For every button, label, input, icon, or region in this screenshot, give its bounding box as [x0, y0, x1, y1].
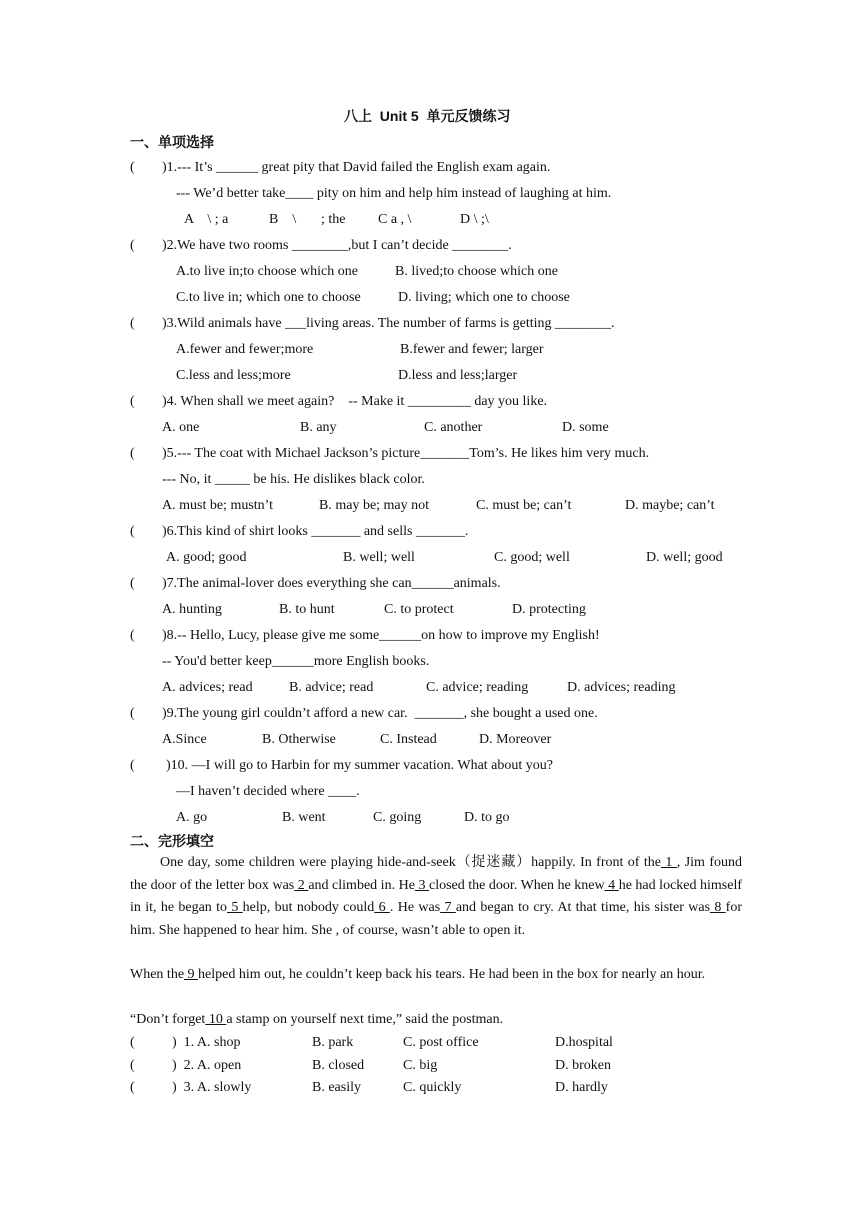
- question-1-stem: )1.--- It’s ______ great pity that David failed the English exam again.: [162, 160, 551, 175]
- question-5-option-c: C. must be; can’t: [476, 498, 572, 513]
- passage-text: One day, some children were playing hide-and-seek（捉迷藏）happily. In front of the: [160, 855, 661, 870]
- question-6-option-a: A. good; good: [166, 550, 247, 565]
- passage-text: , Jim found the door of the letter box was: [130, 855, 742, 893]
- cloze-2-option-c: C. big: [403, 1058, 438, 1073]
- passage-text: helped him out, he couldn’t keep back his tears. He had been in the box for nearly an hour.: [198, 967, 706, 982]
- blank-8: 8: [710, 900, 726, 915]
- answer-bracket: (: [130, 446, 135, 461]
- question-1-option-a: A \ ; a: [184, 212, 229, 227]
- question-1-reply: --- We’d better take____ pity on him and help him instead of laughing at him.: [176, 186, 612, 201]
- question-9-stem: )9.The young girl couldn’t afford a new car. _______, she bought a used one.: [162, 706, 598, 721]
- question-1-option-b-cont: ; the: [321, 212, 346, 227]
- question-2-option-d: D. living; which one to choose: [398, 290, 570, 305]
- cloze-1-option-a: ) 1. A. shop: [172, 1035, 241, 1050]
- question-9-option-b: B. Otherwise: [262, 732, 336, 747]
- cloze-1-option-d: D.hospital: [555, 1035, 613, 1050]
- question-8-option-a: A. advices; read: [162, 680, 253, 695]
- passage-text: a stamp on yourself next time,” said the postman.: [226, 1012, 504, 1027]
- question-6-stem: )6.This kind of shirt looks _______ and sells _______.: [162, 524, 469, 539]
- question-7-option-c: C. to protect: [384, 602, 454, 617]
- blank-1: 1: [660, 855, 677, 870]
- cloze-2-option-d: D. broken: [555, 1058, 611, 1073]
- passage-text: help, but nobody could: [242, 900, 375, 915]
- question-5-stem: )5.--- The coat with Michael Jackson’s picture_______Tom’s. He likes him very much.: [162, 446, 650, 461]
- question-5-option-d: D. maybe; can’t: [625, 498, 715, 513]
- answer-bracket: (: [130, 1058, 135, 1073]
- question-8-option-b: B. advice; read: [289, 680, 374, 695]
- question-8-stem: )8.-- Hello, Lucy, please give me some______on how to improve my English!: [162, 628, 600, 643]
- question-3-option-b: B.fewer and fewer; larger: [400, 342, 544, 357]
- cloze-2-option-a: ) 2. A. open: [172, 1058, 242, 1073]
- question-2-stem: )2.We have two rooms ________,but I can’t decide ________.: [162, 238, 512, 253]
- question-4-option-d: D. some: [562, 420, 609, 435]
- blank-10: 10: [205, 1012, 227, 1027]
- question-1-option-c: C a , \: [378, 212, 412, 227]
- question-4-stem: )4. When shall we meet again? -- Make it _________ day you like.: [162, 394, 548, 409]
- question-2-option-c: C.to live in; which one to choose: [176, 290, 361, 305]
- question-4-option-c: C. another: [424, 420, 483, 435]
- blank-4: 4: [604, 877, 619, 893]
- passage-text: . He was: [389, 900, 441, 915]
- cloze-3-option-b: B. easily: [312, 1080, 361, 1095]
- section-heading-multiple-choice: 一、单项选择: [130, 134, 214, 150]
- question-2-option-b: B. lived;to choose which one: [395, 264, 558, 279]
- question-6-option-d: D. well; good: [646, 550, 723, 565]
- question-10-option-c: C. going: [373, 810, 422, 825]
- answer-bracket: (: [130, 316, 135, 331]
- question-7-option-b: B. to hunt: [279, 602, 335, 617]
- blank-2: 2: [294, 877, 309, 893]
- question-10-stem: )10. —I will go to Harbin for my summer vacation. What about you?: [166, 758, 553, 773]
- question-10-option-a: A. go: [176, 810, 208, 825]
- answer-bracket: (: [130, 706, 135, 721]
- section-heading-cloze: 二、完形填空: [130, 833, 214, 849]
- passage-text: he had locked himself in it, he began to: [130, 877, 743, 915]
- passage-text: When the: [130, 967, 185, 982]
- question-2-option-a: A.to live in;to choose which one: [176, 264, 358, 279]
- question-9-option-a: A.Since: [162, 732, 207, 747]
- cloze-3-option-c: C. quickly: [403, 1080, 462, 1095]
- question-6-option-c: C. good; well: [494, 550, 570, 565]
- question-3-option-a: A.fewer and fewer;more: [176, 342, 314, 357]
- question-8-option-c: C. advice; reading: [426, 680, 529, 695]
- passage-text: and began to cry. At that time, his sister was: [455, 900, 711, 915]
- cloze-2-option-b: B. closed: [312, 1058, 365, 1073]
- answer-bracket: (: [130, 394, 135, 409]
- question-8-reply: -- You'd better keep______more English books.: [162, 654, 430, 669]
- question-1-option-d: D \ ;\: [460, 212, 489, 227]
- question-3-option-c: C.less and less;more: [176, 368, 291, 383]
- question-3-stem: )3.Wild animals have ___living areas. The number of farms is getting ________.: [162, 316, 615, 331]
- question-9-option-d: D. Moreover: [479, 732, 552, 747]
- question-7-stem: )7.The animal-lover does everything she can______animals.: [162, 576, 501, 591]
- page-title: 八上 Unit 5 单元反馈练习: [344, 108, 511, 124]
- answer-bracket: (: [130, 160, 135, 175]
- answer-bracket: (: [130, 238, 135, 253]
- answer-bracket: (: [130, 1080, 135, 1095]
- passage-text: and climbed in. He: [308, 877, 415, 893]
- cloze-passage-paragraph-1: [130, 852, 742, 942]
- blank-9: 9: [184, 967, 199, 982]
- blank-5: 5: [227, 900, 243, 915]
- question-5-option-b: B. may be; may not: [319, 498, 430, 513]
- question-5-option-a: A. must be; mustn’t: [162, 498, 273, 513]
- answer-bracket: (: [130, 628, 135, 643]
- passage-text: closed the door. When he knew: [429, 877, 605, 893]
- passage-text: for him. She happened to hear him. She , of course, wasn’t able to open it.: [130, 900, 742, 938]
- answer-bracket: (: [130, 1035, 135, 1050]
- blank-6: 6: [374, 900, 390, 915]
- answer-bracket: (: [130, 524, 135, 539]
- answer-bracket: (: [130, 576, 135, 591]
- cloze-passage-paragraph-2: [130, 964, 742, 987]
- cloze-3-option-a: ) 3. A. slowly: [172, 1080, 252, 1095]
- question-1-option-b: B \: [269, 212, 297, 227]
- question-7-option-a: A. hunting: [162, 602, 222, 617]
- question-5-reply: --- No, it _____ be his. He dislikes black color.: [162, 472, 425, 487]
- question-6-option-b: B. well; well: [343, 550, 415, 565]
- cloze-1-option-c: C. post office: [403, 1035, 479, 1050]
- answer-bracket: (: [130, 758, 135, 773]
- question-9-option-c: C. Instead: [380, 732, 437, 747]
- passage-text: “Don’t forget: [130, 1012, 206, 1027]
- cloze-1-option-b: B. park: [312, 1035, 354, 1050]
- question-10-option-b: B. went: [282, 810, 326, 825]
- question-10-reply: —I haven’t decided where ____.: [176, 784, 360, 799]
- question-7-option-d: D. protecting: [512, 602, 586, 617]
- blank-7: 7: [440, 900, 456, 915]
- question-4-option-a: A. one: [162, 420, 200, 435]
- cloze-3-option-d: D. hardly: [555, 1080, 608, 1095]
- blank-3: 3: [414, 877, 429, 893]
- cloze-passage-paragraph-3: [130, 1009, 742, 1032]
- question-8-option-d: D. advices; reading: [567, 680, 676, 695]
- question-4-option-b: B. any: [300, 420, 337, 435]
- question-10-option-d: D. to go: [464, 810, 510, 825]
- question-3-option-d: D.less and less;larger: [398, 368, 518, 383]
